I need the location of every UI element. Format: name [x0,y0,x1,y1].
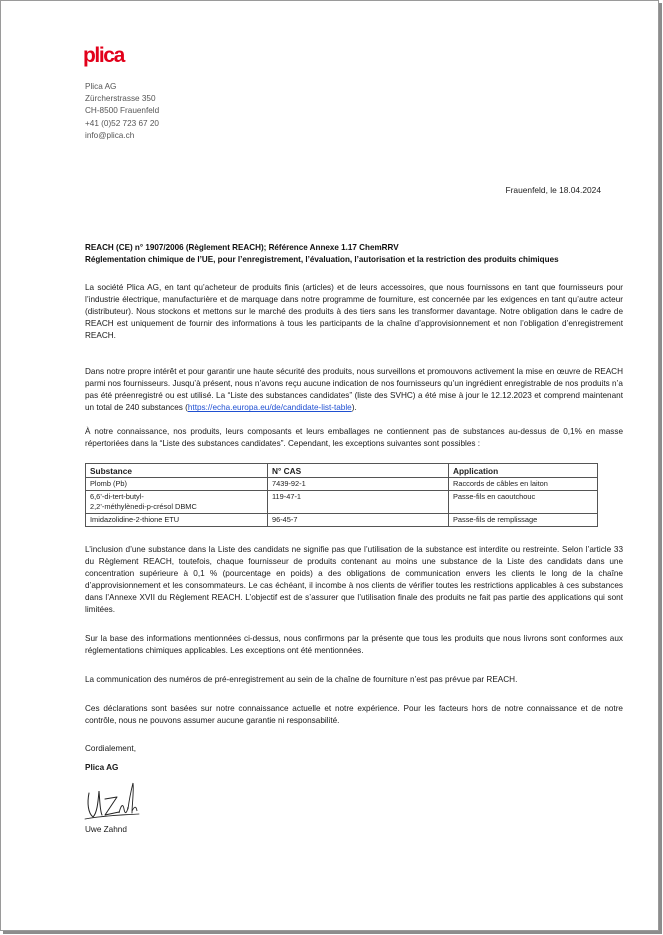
cell-application: Passe-fils en caoutchouc [449,491,598,514]
cell-application: Raccords de câbles en laiton [449,478,598,491]
paragraph-preregistration: La communication des numéros de pré-enregistrement au sein de la chaîne de fourniture n’est pas prévue par REACH. [85,675,518,684]
cell-substance [86,491,268,514]
paragraph-confirmation: Sur la base des informations mentionnées ci-dessus, nous confirmons par la présente que tous les produits que nous livrons sont conformes aux réglementations chimiques applicables. Les exceptions ont été mentionnées. [85,634,623,656]
paragraph-text-end: ). [351,403,357,413]
cell-application: Passe-fils de remplissage [449,514,598,527]
sender-address [85,81,159,142]
svg-text:plica: plica [83,45,124,67]
signer-name: Uwe Zahnd [85,825,127,834]
address-line: Zürcherstrasse 350 [85,94,156,104]
column-header-cas: N° CAS [268,464,449,478]
handwritten-signature [83,777,141,821]
address-line: CH-8500 Frauenfeld [85,106,160,116]
table-row [86,514,598,527]
cell-substance: Plomb (Pb) [86,478,268,491]
table-row [86,478,598,491]
subject-line-2: Réglementation chimique de l’UE, pour l’enregistrement, l’évaluation, l’autorisation et la restriction des produits chimiques [85,255,559,264]
paragraph-exceptions: À notre connaissance, nos produits, leurs composants et leurs emballages ne contiennent pas de substances au-dessus de 0,1% en masse répertoriées dans la “Liste des substances candidates”. Cependant, les exceptions suivantes sont possibles : [85,427,623,449]
paragraph-disclaimer: Ces déclarations sont basées sur notre connaissance actuelle et notre expérience. Pour les facteurs hors de notre connaissance et de notre contrôle, nous ne pouvons assumer aucune garantie ni responsabilité. [85,704,623,726]
subject-block [85,242,605,266]
cell-cas: 7439-92-1 [268,478,449,491]
cell-cas: 119-47-1 [268,491,449,514]
column-header-substance: Substance [86,464,268,478]
substances-table [85,463,598,527]
cell-substance-line-2: 2,2’-méthylènedi-p-crésol DBMC [90,502,197,511]
closing-company: Plica AG [85,763,119,772]
plica-logo [83,45,147,69]
column-header-application: Application [449,464,598,478]
cell-substance-line-1: 6,6’-di-tert-butyl- [90,492,144,501]
table-row [86,491,598,514]
echa-candidate-list-link[interactable]: https://echa.europa.eu/de/candidate-list-table [187,403,352,413]
cell-substance: Imidazolidine-2-thione ETU [86,514,268,527]
address-line: Plica AG [85,82,117,91]
subject-line-1: REACH (CE) n° 1907/2006 (Règlement REACH); Référence Annexe 1.17 ChemRRV [85,243,399,252]
paragraph-intro: La société Plica AG, en tant qu’acheteur de produits finis (articles) et de leurs accessoires, que nous fournissons en tant que fournisseurs pour l’industrie électrique, manufacturière et de marquage dans notre programme de fourniture, est concernée par les exigences en tant qu’autre acteur (distributeur). Nous stockons et mettons sur le marché des produits à des tiers sans les transformer davantage. Notre obligation dans le cadre de REACH est uniquement de fournir des informations à tous les participants de la chaîne d’approvisionnement et non l’obligation d’enregistrement REACH. [85,283,623,341]
cell-cas: 96-45-7 [268,514,449,527]
paragraph-monitoring [85,366,623,414]
address-line: info@plica.ch [85,130,135,140]
paragraph-text: Dans notre propre intérêt et pour garantir une haute sécurité des produits, nous surveillons et promouvons activement la mise en œuvre de REACH parmi nos fournisseurs. Jusqu’à présent, nous n’avons reçu aucune indication de nos fournisseurs qu’un ingrédient enregistrable de nos produits n’a pas été préenregistré ou est utilisé. La “Liste des substances candidates” (liste des SVHC) a été mise à jour le 12.12.2023 et comprend maintenant un total de 240 substances ( [85,367,623,413]
greeting: Cordialement, [85,744,136,753]
place-date: Frauenfeld, le 18.04.2024 [505,185,601,195]
paragraph-candidate-list: L’inclusion d’une substance dans la Liste des candidats ne signifie pas que l’utilisation de la substance est interdite ou restreinte. Selon l’article 33 du Règlement REACH, toutefois, chaque fournisseur de produits contenant au moins une substance de la Liste des candidats dans une concentration supérieure à 0,1 % (pourcentage en poids) a des obligations de communication envers les clients le long de la chaîne d’approvisionnement et les consommateurs. Le cas échéant, il incombe à nos clients de vérifier toutes les restrictions applicables à ces substances dans l’Annexe XVII du Règlement REACH. L’objectif est de s’assurer que l’utilisation finale des produits ne fait pas partie des applications qui sont limitées. [85,545,623,615]
address-line: +41 (0)52 723 67 20 [85,118,159,128]
table-header-row [86,464,598,478]
